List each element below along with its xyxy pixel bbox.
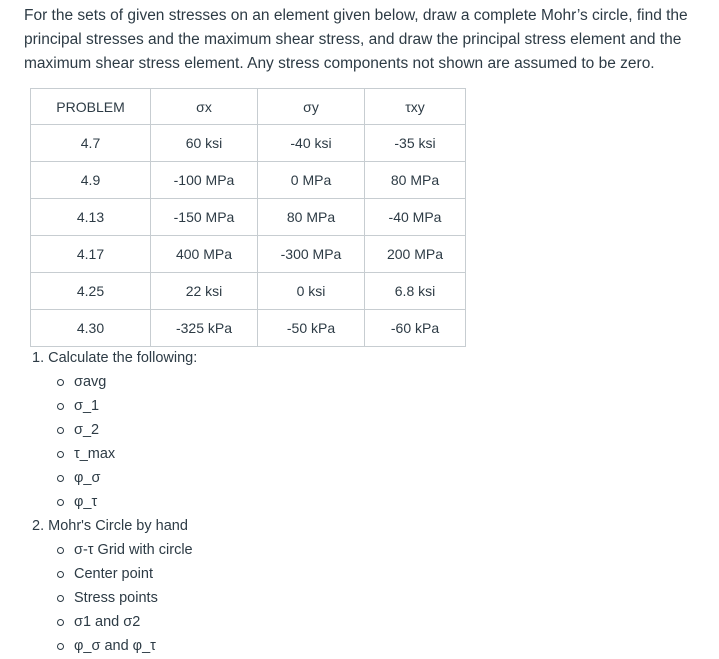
cell-problem: 4.25 [31, 273, 151, 310]
steps-list [32, 346, 197, 658]
header-tau-xy: τxy [365, 89, 466, 125]
task-list [32, 346, 197, 658]
cell-sigma-y: 0 ksi [258, 273, 365, 310]
cell-tau-xy: -40 MPa [365, 199, 466, 236]
step-label: 2. Mohr's Circle by hand [32, 518, 188, 534]
cell-tau-xy: -60 kPa [365, 310, 466, 347]
table-header-row [31, 89, 466, 125]
cell-sigma-x: -150 MPa [151, 199, 258, 236]
list-item: Stress points [74, 586, 197, 610]
step-mohrs-circle [32, 514, 197, 658]
cell-tau-xy: 80 MPa [365, 162, 466, 199]
table-row [31, 125, 466, 162]
cell-tau-xy: 6.8 ksi [365, 273, 466, 310]
list-item: τ_max [74, 442, 197, 466]
list-item: σavg [74, 370, 197, 394]
cell-sigma-x: -100 MPa [151, 162, 258, 199]
list-item: σ_2 [74, 418, 197, 442]
list-item: σ_1 [74, 394, 197, 418]
mohrs-circle-items [32, 538, 197, 658]
cell-sigma-x: -325 kPa [151, 310, 258, 347]
cell-problem: 4.9 [31, 162, 151, 199]
header-problem: PROBLEM [31, 89, 151, 125]
cell-problem: 4.17 [31, 236, 151, 273]
cell-sigma-x: 60 ksi [151, 125, 258, 162]
list-item: φ_τ [74, 490, 197, 514]
header-sigma-x: σx [151, 89, 258, 125]
cell-problem: 4.7 [31, 125, 151, 162]
table-row [31, 236, 466, 273]
table-row [31, 162, 466, 199]
list-item: σ1 and σ2 [74, 610, 197, 634]
cell-problem: 4.30 [31, 310, 151, 347]
calculate-items [32, 370, 197, 514]
cell-sigma-y: 0 MPa [258, 162, 365, 199]
list-item: φ_σ [74, 466, 197, 490]
problem-statement: For the sets of given stresses on an element given below, draw a complete Mohr’s circle, find the principal stresses and the maximum shear stress, and draw the principal stress element and the maximum shear stress element. Any stress components not shown are assumed to be zero. [24, 7, 688, 72]
list-item: Center point [74, 562, 197, 586]
step-label: 1. Calculate the following: [32, 350, 198, 366]
cell-sigma-x: 22 ksi [151, 273, 258, 310]
cell-sigma-x: 400 MPa [151, 236, 258, 273]
table-row [31, 199, 466, 236]
stress-table [30, 88, 466, 347]
list-item: φ_σ and φ_τ [74, 634, 197, 658]
cell-sigma-y: -50 kPa [258, 310, 365, 347]
step-calculate [32, 346, 197, 514]
cell-sigma-y: 80 MPa [258, 199, 365, 236]
table-row [31, 310, 466, 347]
cell-tau-xy: -35 ksi [365, 125, 466, 162]
cell-sigma-y: -300 MPa [258, 236, 365, 273]
cell-sigma-y: -40 ksi [258, 125, 365, 162]
list-item: σ-τ Grid with circle [74, 538, 197, 562]
table-row [31, 273, 466, 310]
cell-problem: 4.13 [31, 199, 151, 236]
cell-tau-xy: 200 MPa [365, 236, 466, 273]
header-sigma-y: σy [258, 89, 365, 125]
